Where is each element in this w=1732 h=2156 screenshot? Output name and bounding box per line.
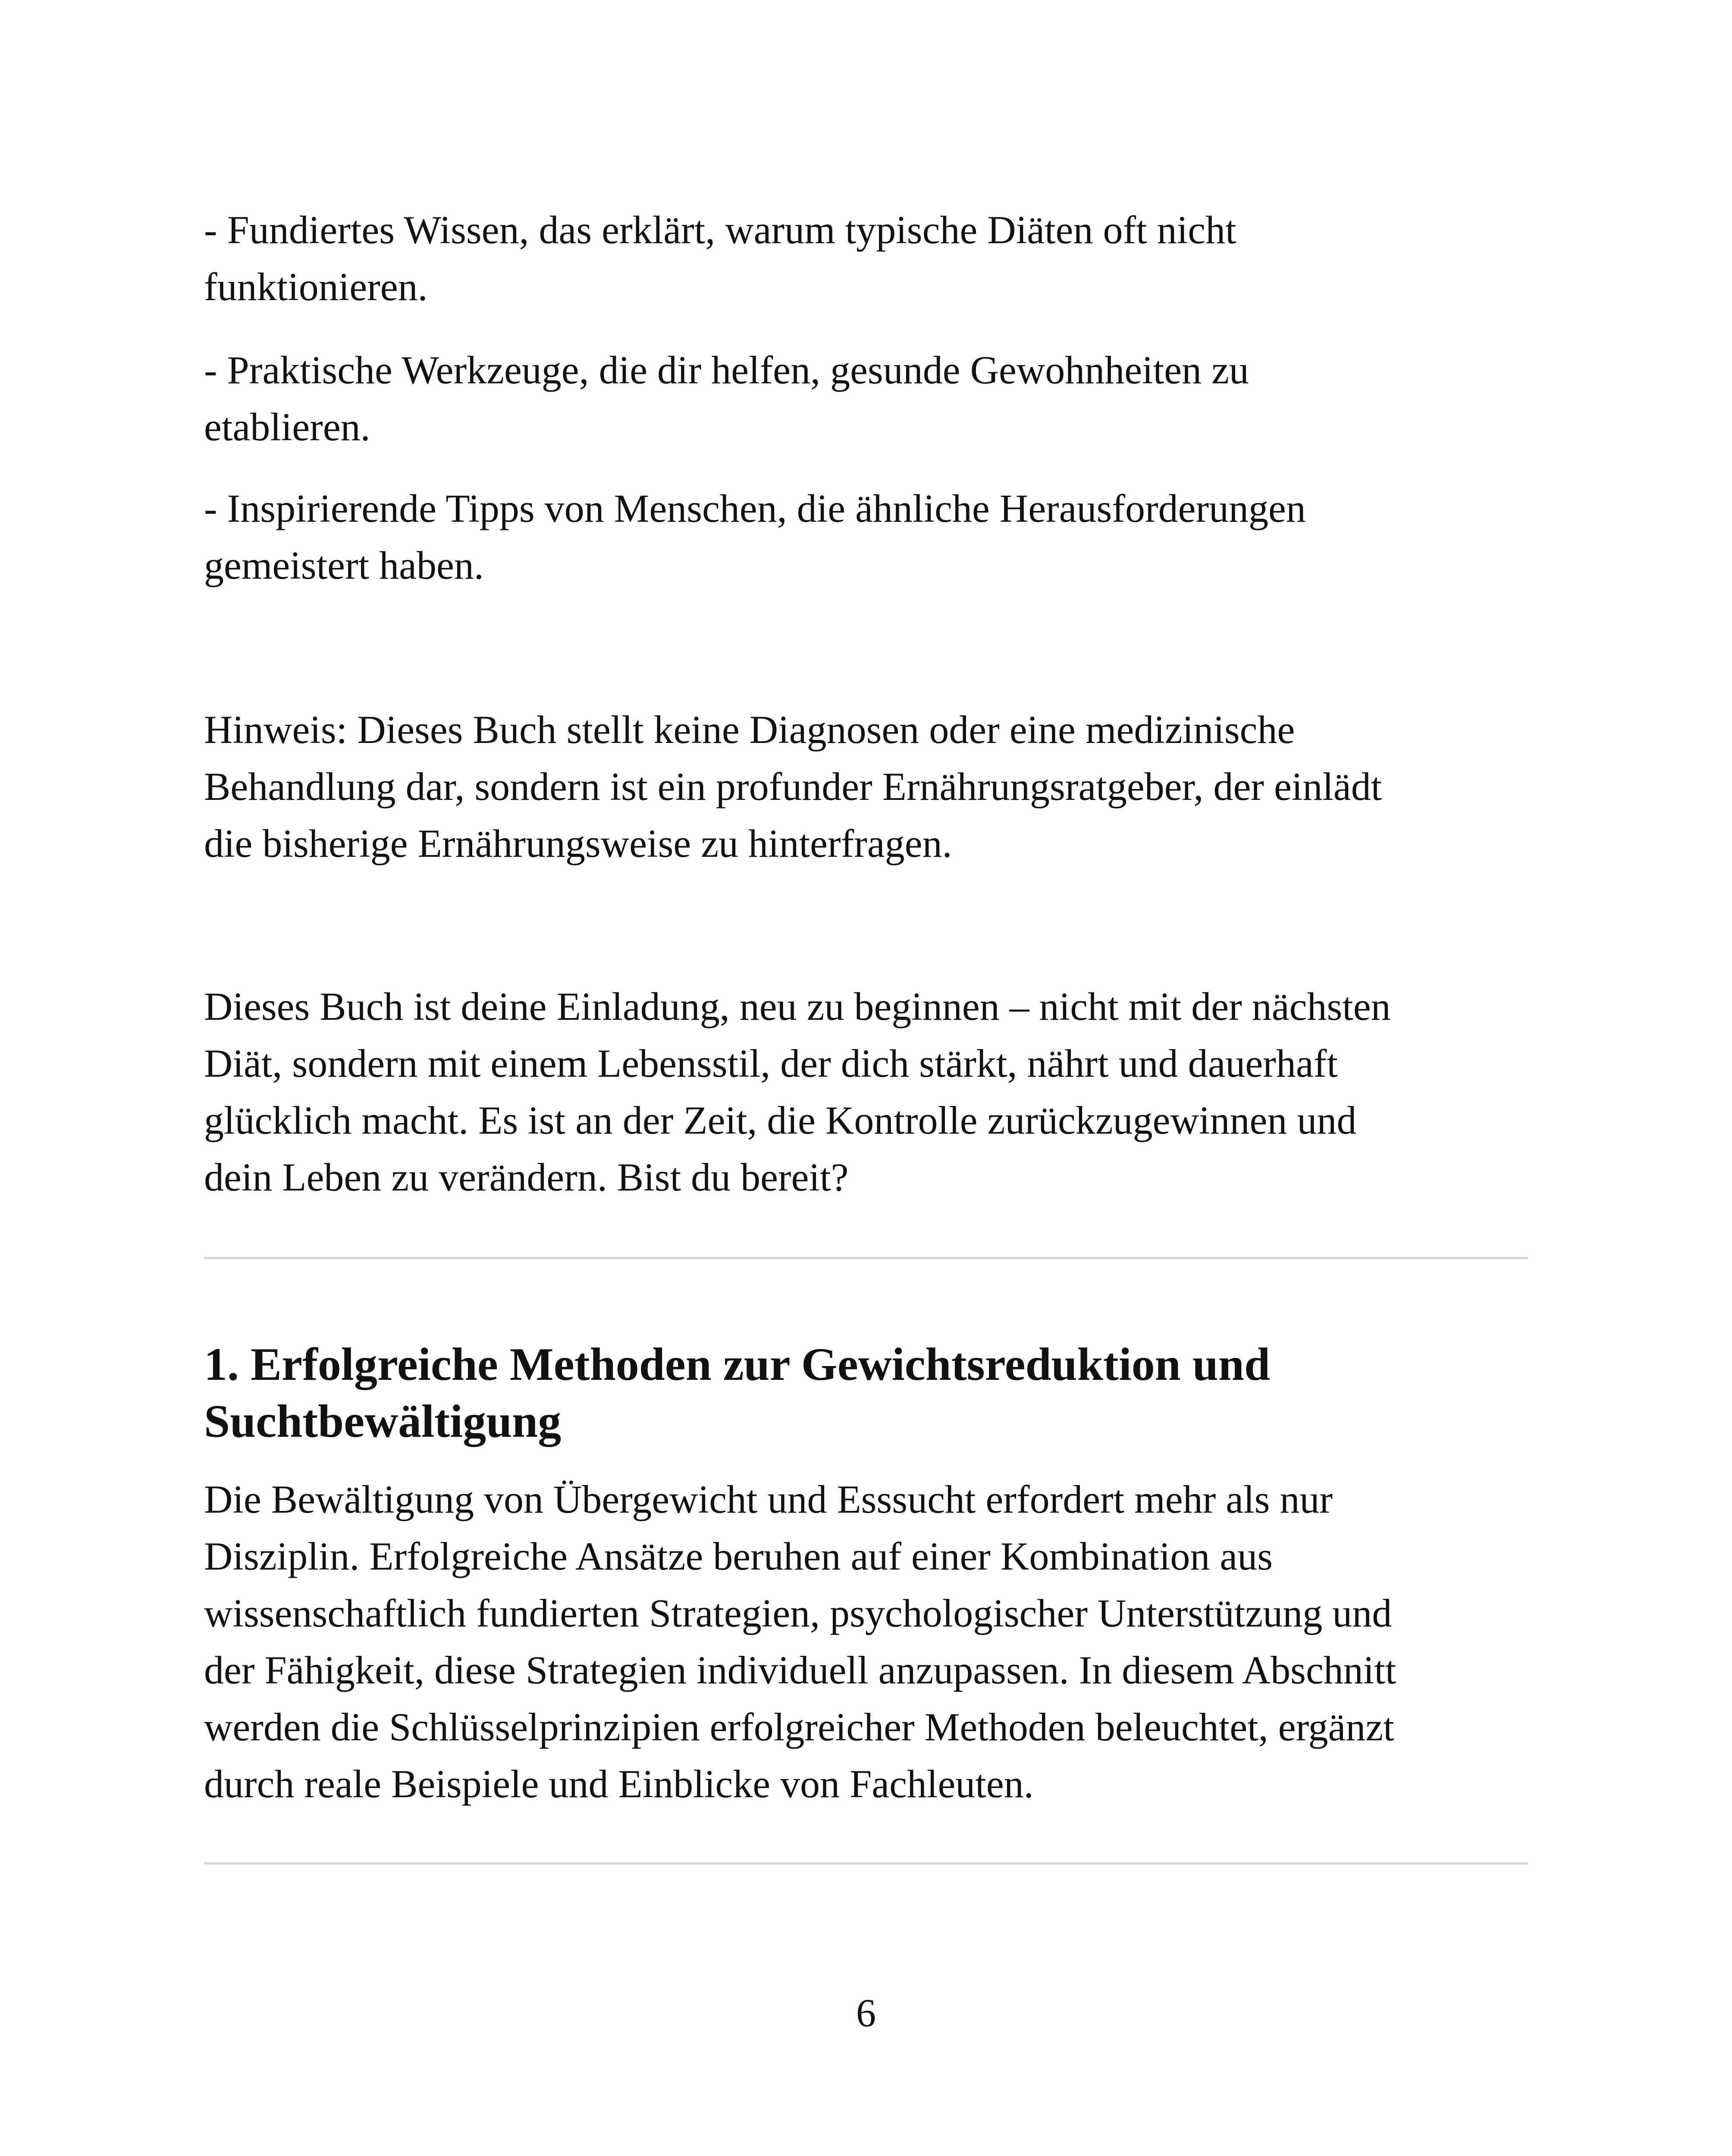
invitation-paragraph (204, 978, 1541, 1206)
text-line: Dieses Buch ist deine Einladung, neu zu beginnen – nicht mit der nächsten (204, 984, 1391, 1028)
text-line: wissenschaftlich fundierten Strategien, psychologischer Unterstützung und (204, 1591, 1392, 1635)
note-paragraph (204, 701, 1541, 872)
text-line: Diät, sondern mit einem Lebensstil, der dich stärkt, nährt und dauerhaft (204, 1041, 1338, 1085)
page-number: 6 (856, 1991, 876, 2035)
text-line: der Fähigkeit, diese Strategien individuell anzupassen. In diesem Abschnitt (204, 1648, 1396, 1692)
section-heading (204, 1336, 1541, 1450)
text-line: gemeistert haben. (204, 543, 484, 587)
text-line: - Praktische Werkzeuge, die dir helfen, gesunde Gewohnheiten zu (204, 348, 1249, 392)
divider (204, 1862, 1528, 1865)
heading-line: Suchtbewältigung (204, 1396, 562, 1447)
bullet-item (204, 342, 1541, 455)
section-body (204, 1471, 1541, 1812)
text-line: Disziplin. Erfolgreiche Ansätze beruhen auf einer Kombination aus (204, 1534, 1273, 1578)
text-line: Die Bewältigung von Übergewicht und Esssucht erfordert mehr als nur (204, 1477, 1333, 1521)
bullet-item (204, 480, 1541, 594)
text-line: durch reale Beispiele und Einblicke von Fachleuten. (204, 1762, 1034, 1806)
text-line: die bisherige Ernährungsweise zu hinterfragen. (204, 821, 952, 865)
text-line: werden die Schlüsselprinzipien erfolgreicher Methoden beleuchtet, ergänzt (204, 1705, 1394, 1749)
heading-line: 1. Erfolgreiche Methoden zur Gewichtsreduktion und (204, 1339, 1271, 1390)
bullet-item (204, 201, 1541, 315)
text-line: - Fundiertes Wissen, das erklärt, warum typische Diäten oft nicht (204, 208, 1236, 252)
text-line: - Inspirierende Tipps von Menschen, die ähnliche Herausforderungen (204, 486, 1306, 530)
text-line: glücklich macht. Es ist an der Zeit, die Kontrolle zurückzugewinnen und (204, 1098, 1357, 1142)
text-line: dein Leben zu verändern. Bist du bereit? (204, 1155, 849, 1199)
divider (204, 1257, 1528, 1259)
text-line: Behandlung dar, sondern ist ein profunder Ernährungsratgeber, der einlädt (204, 765, 1382, 808)
text-line: Hinweis: Dieses Buch stellt keine Diagnosen oder eine medizinische (204, 708, 1295, 752)
text-line: etablieren. (204, 405, 370, 449)
text-line: funktionieren. (204, 265, 428, 309)
